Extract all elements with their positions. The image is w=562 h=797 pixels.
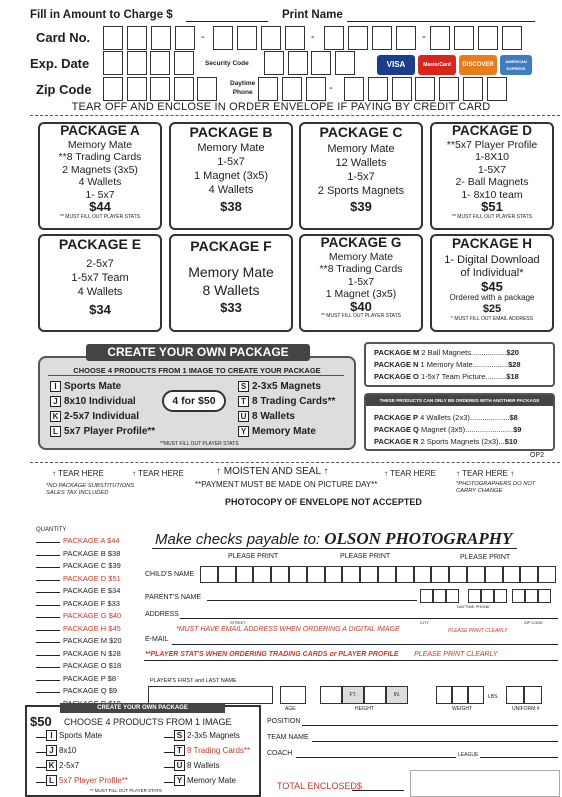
card-digit-box[interactable] <box>348 26 368 50</box>
name-letter-box[interactable] <box>449 566 467 583</box>
height-ft-box[interactable] <box>320 686 342 704</box>
cyo-option-i[interactable] <box>50 381 121 392</box>
option-letter-box[interactable]: K <box>50 411 61 422</box>
package-a-card: PACKAGE A Memory Mate **8 Trading Cards 2 Magnets (3x5) 4 Wallets 1- 5x7 $44 ** MUST FILL OUT PLAYER STATS <box>38 122 162 230</box>
city-caption: CITY <box>420 620 430 625</box>
childs-name-label: CHILD'S NAME <box>145 571 195 578</box>
quantity-package-label: PACKAGE B $38 <box>63 548 121 558</box>
card-no-label: Card No. <box>36 30 91 45</box>
option-label: 8x10 <box>59 745 77 755</box>
position-label: POSITION <box>267 718 301 725</box>
name-letter-box[interactable] <box>503 566 521 583</box>
lbs-caption: LBS. <box>488 694 499 700</box>
security-code-label: Security Code <box>205 60 249 67</box>
total-enclosed-label: TOTAL ENCLOSED$ <box>277 781 362 791</box>
tear-here-3: ↑ TEAR HERE <box>384 469 436 478</box>
quantity-row[interactable] <box>36 549 120 558</box>
league-label: LEAGUE <box>458 752 479 758</box>
cyo-stats-note: **MUST FILL OUT PLAYER STATS <box>160 441 239 447</box>
option-letter-box[interactable]: I <box>46 730 57 741</box>
quantity-row[interactable] <box>36 674 116 683</box>
option-label: 8 Wallets <box>252 411 295 423</box>
height-in-box[interactable] <box>364 686 386 704</box>
photographers-note: *PHOTOGRAPHERS DO NOT CARRY CHANGE <box>456 481 536 494</box>
envelope-cyo-option-i[interactable] <box>36 730 102 741</box>
daytime-phone-label: Daytime Phone <box>230 80 256 96</box>
option-letter-box[interactable]: J <box>50 396 61 407</box>
name-letter-box[interactable] <box>307 566 325 583</box>
security-box[interactable] <box>264 51 284 75</box>
option-label: Memory Mate <box>252 426 316 438</box>
envelope-cyo-option-k[interactable] <box>36 760 79 771</box>
quantity-field[interactable] <box>36 680 60 681</box>
option-label: Sports Mate <box>64 381 122 393</box>
package-h-card: PACKAGE H 1- Digital Download of Individual* $45 Ordered with a package $25 * MUST FILL OUT EMAIL ADDRESS <box>430 234 554 332</box>
envelope-cyo-title: CREATE YOUR OWN PACKAGE <box>60 703 225 713</box>
option-label: 8 Trading Cards** <box>252 396 336 408</box>
option-letter-box[interactable]: I <box>50 381 61 392</box>
envelope-cyo-option-s[interactable] <box>164 730 240 741</box>
card-digit-box[interactable] <box>454 26 474 50</box>
cyo-option-l[interactable] <box>50 426 155 437</box>
uniform-caption: UNIFORM # <box>512 706 540 712</box>
please-print: PLEASE PRINT <box>460 554 511 561</box>
option-letter-box[interactable]: Y <box>174 775 185 786</box>
phone-digit-box[interactable] <box>468 589 481 603</box>
name-letter-box[interactable] <box>325 566 343 583</box>
option-letter-box[interactable]: T <box>174 745 185 756</box>
tear-off-instruction: TEAR OFF AND ENCLOSE IN ORDER ENVELOPE IF PAYING BY CREDIT CARD <box>71 101 491 113</box>
option-letter-box[interactable]: K <box>46 760 57 771</box>
quantity-field[interactable] <box>36 630 60 631</box>
email-note: *MUST HAVE EMAIL ADDRESS WHEN ORDERING A DIGITAL IMAGE <box>176 626 400 633</box>
cyo-option-j[interactable] <box>50 396 136 407</box>
package-b-card: PACKAGE B Memory Mate 1-5x7 1 Magnet (3x5) 4 Wallets $38 <box>169 122 293 230</box>
card-digit-box[interactable] <box>103 26 123 50</box>
age-box[interactable] <box>280 686 306 704</box>
fill-amount-label: Fill in Amount to Charge $ <box>30 9 173 21</box>
zip-box[interactable] <box>127 77 147 101</box>
phone-digit-box[interactable] <box>415 77 435 101</box>
envelope-cyo-choose: CHOOSE 4 PRODUCTS FROM 1 IMAGE <box>64 717 232 727</box>
cyo-option-s[interactable] <box>238 381 321 392</box>
zip-box[interactable] <box>150 77 170 101</box>
quantity-field[interactable] <box>36 555 60 556</box>
phone-digit-box[interactable] <box>433 589 446 603</box>
payment-note: **PAYMENT MUST BE MADE ON PICTURE DAY** <box>195 480 378 489</box>
cyo-title: CREATE YOUR OWN PACKAGE <box>86 344 310 361</box>
quantity-row[interactable] <box>36 636 122 645</box>
moisten-and-seal: ↑ MOISTEN AND SEAL ↑ <box>216 466 329 477</box>
zip-box[interactable] <box>197 77 217 101</box>
tear-here-2: ↑ TEAR HERE <box>132 469 184 478</box>
quantity-row[interactable] <box>36 611 121 620</box>
daytime-phone-caption: DAYTIME PHONE <box>457 604 490 609</box>
name-letter-box[interactable] <box>342 566 360 583</box>
envelope-cyo-note: ** MUST FILL OUT PLAYER STATS <box>90 788 162 793</box>
package-d-card: PACKAGE D **5x7 Player Profile 1-8X10 1-5X7 2- Ball Magnets 1- 8x10 team $51 ** MUST FILL OUT PLAYER STATS <box>430 122 554 230</box>
email-field[interactable] <box>172 644 558 645</box>
exp-box[interactable] <box>150 51 170 75</box>
extras-panel-2: THESE PRODUCTS CAN ONLY BE ORDERED WITH ANOTHER PACKAGE PACKAGE P 4 Wallets (2x3)...................$8 PACKAGE Q Magnet (3x5).......................$9 PACKAGE R 2 Sports Magnets (2x3)...$10 <box>364 393 555 451</box>
card-digit-box[interactable] <box>285 26 305 50</box>
league-field[interactable] <box>480 757 558 758</box>
no-substitutions-note: *NO PACKAGE SUBSTITUTIONS SALES TAX INCLUDED <box>46 483 135 496</box>
package-g-card: PACKAGE G Memory Mate **8 Trading Cards 1-5x7 1 Magnet (3x5) $40 ** MUST FILL OUT PLAYER STATS <box>299 234 423 332</box>
phone-digit-box[interactable] <box>368 77 388 101</box>
name-letter-box[interactable] <box>378 566 396 583</box>
weight-box[interactable] <box>452 686 468 704</box>
card-digit-box[interactable] <box>175 26 195 50</box>
name-letter-box[interactable] <box>520 566 538 583</box>
option-letter-box[interactable]: J <box>46 745 57 756</box>
envelope-cyo-option-j[interactable] <box>36 745 76 756</box>
quantity-row[interactable] <box>36 649 121 658</box>
card-digit-box[interactable] <box>478 26 498 50</box>
position-field[interactable] <box>302 725 558 726</box>
age-caption: AGE <box>285 706 296 712</box>
total-field[interactable] <box>352 790 404 791</box>
rule <box>152 548 517 549</box>
tear-here-4: ↑ TEAR HERE ↑ <box>456 469 515 478</box>
coach-field[interactable] <box>296 757 456 758</box>
name-letter-box[interactable] <box>218 566 236 583</box>
phone-digit-box[interactable] <box>487 77 507 101</box>
dashed-divider <box>30 115 560 116</box>
weight-box[interactable] <box>436 686 452 704</box>
card-digit-box[interactable] <box>324 26 344 50</box>
quantity-field[interactable] <box>36 667 60 668</box>
card-digit-box[interactable] <box>430 26 450 50</box>
card-digit-box[interactable] <box>261 26 281 50</box>
quantity-field[interactable] <box>36 542 60 543</box>
four-for-fifty-badge: 4 for $50 <box>162 390 226 412</box>
phone-digit-box[interactable] <box>306 77 326 101</box>
print-name-label: Print Name <box>282 9 343 21</box>
phone-digit-box[interactable] <box>258 77 278 101</box>
quantity-package-label: PACKAGE G $40 <box>63 611 122 620</box>
parents-name-label: PARENT'S NAME <box>145 594 202 601</box>
quantity-row[interactable] <box>36 586 120 595</box>
height-caption: HEIGHT <box>355 706 374 712</box>
option-line[interactable] <box>36 782 46 783</box>
option-label: 2-5x7 <box>59 760 80 770</box>
uniform-box[interactable] <box>506 686 524 704</box>
cyo-option-t[interactable] <box>238 396 335 407</box>
package-c-card: PACKAGE C Memory Mate 12 Wallets 1-5x7 2 Sports Magnets $39 <box>299 122 423 230</box>
name-letter-box[interactable] <box>538 566 556 583</box>
amount-field[interactable] <box>186 21 268 22</box>
quantity-package-label: PACKAGE M $20 <box>63 636 122 645</box>
quantity-package-label: PACKAGE P $8 <box>63 673 117 683</box>
option-letter-box[interactable]: S <box>238 381 249 392</box>
quantity-package-label: PACKAGE O $18 <box>63 661 122 670</box>
parents-name-field[interactable] <box>207 600 417 601</box>
quantity-package-label: PACKAGE D $51 <box>63 573 121 583</box>
dash: - <box>422 31 426 43</box>
option-line[interactable] <box>36 767 46 768</box>
quantity-field[interactable] <box>36 580 60 581</box>
name-letter-box[interactable] <box>271 566 289 583</box>
checks-payable: Make checks payable to: OLSON PHOTOGRAPHY <box>155 529 513 548</box>
name-letter-box[interactable] <box>431 566 449 583</box>
tear-here-1: ↑ TEAR HERE <box>52 469 104 478</box>
option-letter-box[interactable]: T <box>238 396 249 407</box>
phone-digit-box[interactable] <box>512 589 525 603</box>
please-print: PLEASE PRINT <box>228 553 279 560</box>
phone-digit-box[interactable] <box>282 77 302 101</box>
option-line[interactable] <box>164 737 174 738</box>
phone-digit-box[interactable] <box>494 589 507 603</box>
quantity-package-label: PACKAGE Q $9 <box>63 686 118 695</box>
option-label: 5x7 Player Profile** <box>59 775 128 785</box>
option-line[interactable] <box>164 767 174 768</box>
security-box[interactable] <box>311 51 331 75</box>
email-label: E-MAIL <box>145 636 169 643</box>
player-name-field[interactable] <box>148 686 273 704</box>
zip-box[interactable] <box>103 77 123 101</box>
quantity-package-label: PACKAGE F $33 <box>63 598 120 608</box>
option-letter-box[interactable]: L <box>50 426 61 437</box>
option-line[interactable] <box>164 782 174 783</box>
zip-code-label: Zip Code <box>36 82 92 97</box>
player-stats-note: **PLAYER STAT'S WHEN ORDERING TRADING CARDS or PLAYER PROFILE PLEASE PRINT CLEARLY <box>145 651 498 658</box>
option-label: Sports Mate <box>59 730 103 740</box>
exp-box[interactable] <box>174 51 194 75</box>
quantity-row[interactable] <box>36 686 117 695</box>
dashed-divider <box>30 462 560 463</box>
name-letter-box[interactable] <box>396 566 414 583</box>
name-letter-box[interactable] <box>467 566 485 583</box>
cyo-option-y[interactable] <box>238 426 316 437</box>
quantity-field[interactable] <box>36 567 60 568</box>
photocopy-note: PHOTOCOPY OF ENVELOPE NOT ACCEPTED <box>225 497 422 507</box>
name-letter-box[interactable] <box>360 566 378 583</box>
card-digit-box[interactable] <box>213 26 233 50</box>
envelope-cyo-option-y[interactable] <box>164 775 236 786</box>
option-line[interactable] <box>164 752 174 753</box>
quantity-package-label: PACKAGE C $39 <box>63 561 121 570</box>
extras-panel-1: PACKAGE M 2 Ball Magnets.................$20 PACKAGE N 1 Memory Mate.................$28 PACKAGE O 1-5x7 Team Picture..........$18 <box>364 342 555 387</box>
print-name-field[interactable] <box>347 21 535 22</box>
quantity-row[interactable] <box>36 599 120 608</box>
security-box[interactable] <box>335 51 355 75</box>
option-label: 8x10 Individual <box>64 396 136 408</box>
phone-digit-box[interactable] <box>392 77 412 101</box>
option-label: 8 Wallets <box>187 760 220 770</box>
package-e-card: PACKAGE E 2-5x7 1-5x7 Team 4 Wallets $34 <box>38 234 162 332</box>
ft-box: FT. <box>342 686 364 704</box>
phone-digit-box[interactable] <box>446 589 459 603</box>
name-letter-box[interactable] <box>200 566 218 583</box>
card-digit-box[interactable] <box>151 26 171 50</box>
envelope-cyo-price: $50 <box>30 714 52 729</box>
quantity-field[interactable] <box>36 592 60 593</box>
phone-digit-box[interactable] <box>420 589 433 603</box>
zip-caption: ZIP CODE <box>524 620 543 625</box>
team-name-label: TEAM NAME <box>267 734 309 741</box>
quantity-package-label: PACKAGE N $28 <box>63 648 121 658</box>
mastercard-logo: MasterCard <box>418 55 456 75</box>
amex-logo: AMERICAN EXPRESS <box>500 55 532 75</box>
option-label: 2-3x5 Magnets <box>187 730 240 740</box>
dash: - <box>329 82 333 94</box>
phone-digit-box[interactable] <box>344 77 364 101</box>
name-letter-box[interactable] <box>414 566 432 583</box>
print-clearly-note: PLEASE PRINT CLEARLY <box>448 628 508 634</box>
card-digit-box[interactable] <box>127 26 147 50</box>
phone-digit-box[interactable] <box>439 77 459 101</box>
quantity-field[interactable] <box>36 605 60 606</box>
quantity-package-label: PACKAGE H $45 <box>63 623 121 633</box>
quantity-package-label: PACKAGE A $44 <box>63 536 120 545</box>
name-letter-box[interactable] <box>253 566 271 583</box>
form-code: OP2 <box>530 452 545 459</box>
address-label: ADDRESS <box>145 611 179 618</box>
option-line[interactable] <box>36 752 46 753</box>
quantity-header: QUANTITY <box>36 527 67 533</box>
cyo-subtitle: CHOOSE 4 PRODUCTS FROM 1 IMAGE TO CREATE YOUR PACKAGE <box>73 366 321 375</box>
option-line[interactable] <box>36 737 46 738</box>
envelope-cyo-option-u[interactable] <box>164 760 220 771</box>
name-letter-box[interactable] <box>485 566 503 583</box>
name-letter-box[interactable] <box>289 566 307 583</box>
option-letter-box[interactable]: S <box>174 730 185 741</box>
weight-box[interactable] <box>468 686 484 704</box>
card-digit-box[interactable] <box>372 26 392 50</box>
option-label: 2-5x7 Individual <box>64 411 140 423</box>
exp-date-label: Exp. Date <box>30 56 90 71</box>
option-label: 2-3x5 Magnets <box>252 381 321 393</box>
address-field[interactable] <box>180 618 558 619</box>
weight-caption: WEIGHT <box>452 706 472 712</box>
street-caption: STREET <box>230 620 246 625</box>
exp-box[interactable] <box>103 51 123 75</box>
cyo-rule <box>48 375 344 376</box>
quantity-field[interactable] <box>36 655 60 656</box>
option-letter-box[interactable]: L <box>46 775 57 786</box>
option-label: 5x7 Player Profile** <box>64 426 156 438</box>
team-name-field[interactable] <box>312 741 558 742</box>
package-f-card: PACKAGE F Memory Mate 8 Wallets $33 <box>169 234 293 332</box>
in-box: IN. <box>386 686 408 704</box>
coach-label: COACH <box>267 750 293 757</box>
quantity-row[interactable] <box>36 624 121 633</box>
card-digit-box[interactable] <box>502 26 522 50</box>
quantity-row[interactable] <box>36 561 121 570</box>
office-use-box <box>410 770 560 797</box>
zip-box[interactable] <box>174 77 194 101</box>
quantity-field[interactable] <box>36 617 60 618</box>
option-letter-box[interactable]: U <box>174 760 185 771</box>
quantity-package-label: PACKAGE E $34 <box>63 586 121 595</box>
card-digit-box[interactable] <box>396 26 416 50</box>
phone-digit-box[interactable] <box>481 589 494 603</box>
dash: - <box>311 31 315 43</box>
envelope-cyo-option-l[interactable] <box>36 775 128 786</box>
phone-digit-box[interactable] <box>538 589 551 603</box>
discover-logo: DISCOVER <box>459 55 497 75</box>
envelope-cyo-option-t[interactable] <box>164 745 250 756</box>
cyo-option-u[interactable] <box>238 411 295 422</box>
name-letter-box[interactable] <box>236 566 254 583</box>
option-letter-box[interactable]: U <box>238 411 249 422</box>
quantity-row[interactable] <box>36 661 121 670</box>
option-label: Memory Mate <box>187 775 236 785</box>
option-letter-box[interactable]: Y <box>238 426 249 437</box>
phone-digit-box[interactable] <box>463 77 483 101</box>
quantity-field[interactable] <box>36 642 60 643</box>
quantity-field[interactable] <box>36 692 60 693</box>
quantity-row[interactable] <box>36 536 120 545</box>
uniform-box[interactable] <box>524 686 542 704</box>
security-box[interactable] <box>288 51 308 75</box>
quantity-row[interactable] <box>36 574 121 583</box>
rule <box>144 660 558 661</box>
card-digit-box[interactable] <box>237 26 257 50</box>
cyo-option-k[interactable] <box>50 411 139 422</box>
option-label: 8 Trading Cards** <box>187 745 251 755</box>
visa-logo: VISA <box>377 55 415 75</box>
dash: - <box>201 31 205 43</box>
exp-box[interactable] <box>127 51 147 75</box>
phone-digit-box[interactable] <box>525 589 538 603</box>
player-name-label: PLAYER'S FIRST and LAST NAME <box>150 678 237 684</box>
please-print: PLEASE PRINT <box>340 553 391 560</box>
